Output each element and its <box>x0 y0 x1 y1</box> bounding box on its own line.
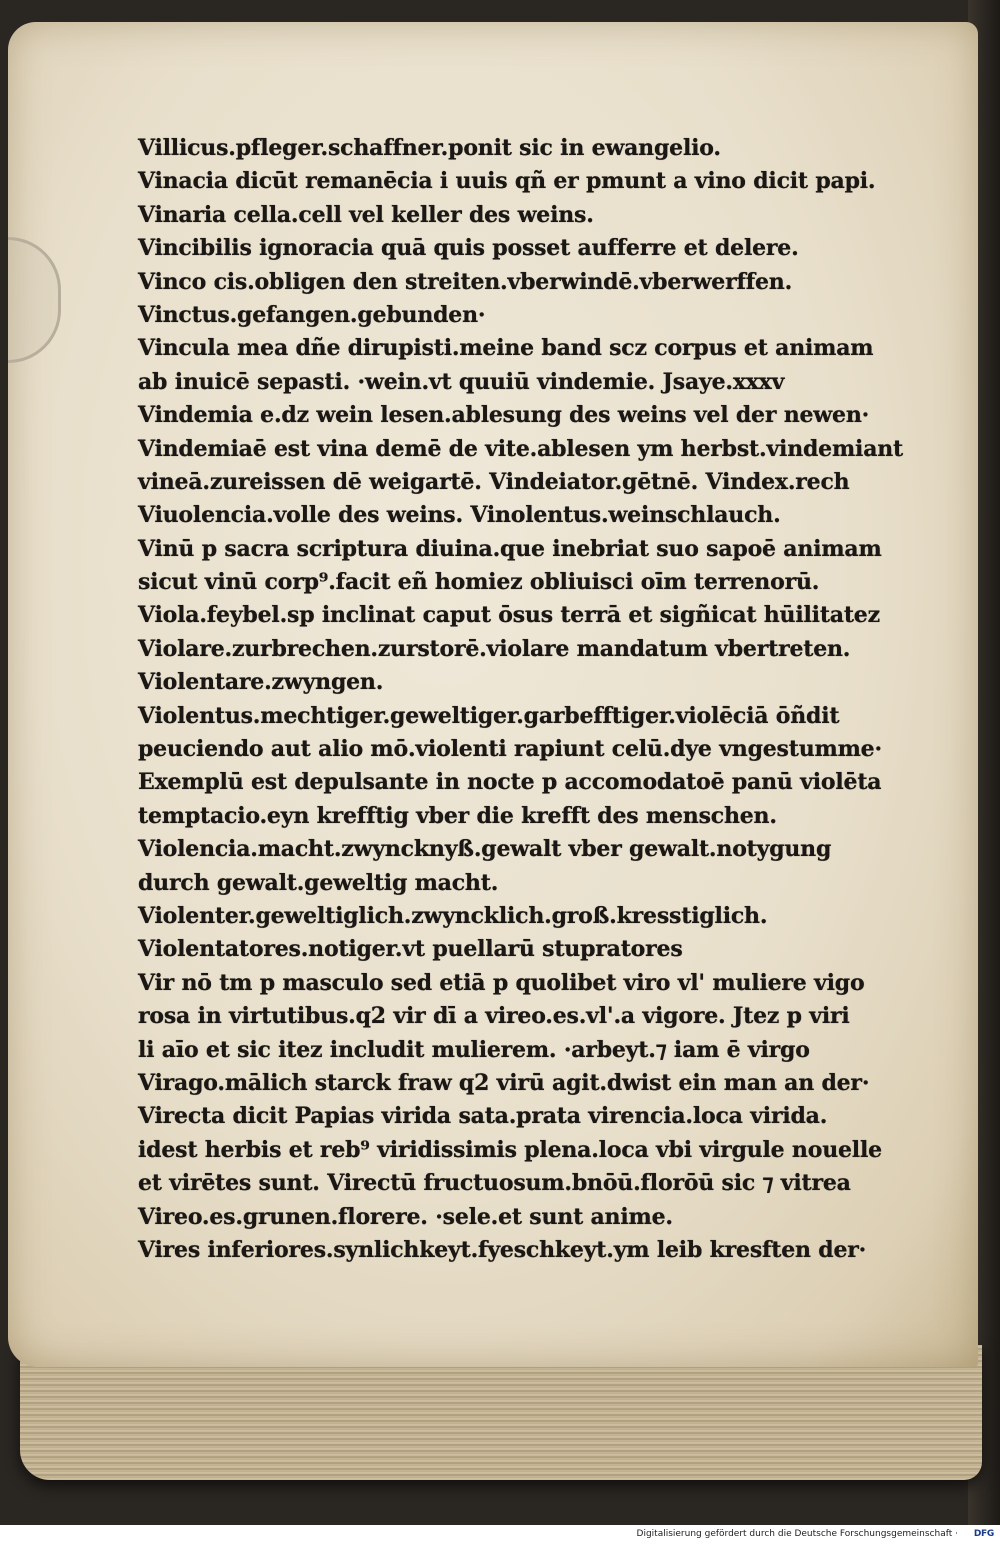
text-line: Virecta dicit Papias virida sata.prata virencia.loca virida. <box>138 1103 828 1130</box>
clasp-mark <box>8 237 61 363</box>
text-line: durch gewalt.geweltig macht. <box>138 869 499 896</box>
text-line: Villicus.pfleger.schaffner.ponit sic in ewangelio. <box>138 135 721 161</box>
text-line: Vindemiaē est vina demē de vite.ablesen ym herbst.vindemiant <box>138 435 904 462</box>
text-line: Violentus.mechtiger.geweltiger.garbefftiger.violēciā ōñdit <box>138 702 840 729</box>
text-line: Vinacia dicūt remanēcia i uuis qñ er pmunt a vino dicit papi. <box>138 168 876 195</box>
text-line: Viuolencia.volle des weins. Vinolentus.weinschlauch. <box>138 502 781 529</box>
text-line: Violentatores.notiger.vt puellarū stupratores <box>138 936 683 963</box>
text-line: ab inuicē sepasti. ·wein.vt quuiū vindemie. Jsaye.xxxv <box>138 368 785 395</box>
text-line: Violentare.zwyngen. <box>138 669 384 696</box>
text-line: rosa in virtutibus.q2 vir dī a vireo.es.vl'.a vigore. Jtez p viri <box>138 1003 850 1030</box>
text-line: Viola.feybel.sp inclinat caput ōsus terrā et sigñicat hūilitatez <box>138 602 880 629</box>
text-line: li aīo et sic itez includit mulierem. ·arbeyt.⁊ iam ē virgo <box>138 1036 810 1063</box>
text-line: Vincula mea dñe dirupisti.meine band scz corpus et animam <box>138 335 874 362</box>
text-block <box>138 132 904 1267</box>
footer-bar <box>0 1525 1000 1545</box>
text-line: temptacio.eyn krefftig vber die krefft des menschen. <box>138 802 777 829</box>
text-line: Vinū p sacra scriptura diuina.que inebriat suo sapoē animam <box>138 535 882 562</box>
dfg-logo: DFG <box>973 1529 994 1539</box>
text-line: Vires inferiores.synlichkeyt.fyeschkeyt.ym leib kresften der· <box>138 1236 867 1263</box>
text-line: idest herbis et reb⁹ viridissimis plena.loca vbi virgule nouelle <box>138 1136 882 1163</box>
dfg-credit: Digitalisierung gefördert durch die Deutsche Forschungsgemeinschaft · <box>636 1529 958 1539</box>
text-line: Vireo.es.grunen.florere. ·sele.et sunt anime. <box>138 1203 673 1230</box>
text-line: Vinctus.gefangen.gebunden· <box>138 301 486 328</box>
text-line: Vinaria cella.cell vel keller des weins. <box>138 201 594 228</box>
text-line: Virago.mālich starck fraw q2 virū agit.dwist ein man an der· <box>138 1069 870 1096</box>
text-line: Vinco cis.obligen den streiten.vberwindē.vberwerffen. <box>138 268 793 295</box>
text-line: Vindemia e.dz wein lesen.ablesung des weins vel der newen· <box>138 402 870 429</box>
text-line: et virētes sunt. Virectū fructuosum.bnōū.florōū sic ⁊ vitrea <box>138 1170 851 1197</box>
text-line: sicut vinū corp⁹.facit eñ homiez obliuisci oīm terrenorū. <box>138 569 820 596</box>
text-line: peuciendo aut alio mō.violenti rapiunt celū.dye vngestumme· <box>138 736 882 763</box>
text-line: vineā.zureissen dē weigartē. Vindeiator.gētnē. Vindex.rech <box>138 468 850 495</box>
text-line: Violencia.macht.zwyncknyß.gewalt vber gewalt.notygung <box>138 836 832 863</box>
text-line: Violenter.geweltiglich.zwyncklich.groß.kresstiglich. <box>138 902 768 929</box>
text-line: Violare.zurbrechen.zurstorē.violare mandatum vbertreten. <box>138 635 851 662</box>
text-line: Vir nō tm p masculo sed etiā p quolibet viro vl' muliere vigo <box>138 969 865 996</box>
text-line: Vincibilis ignoracia quā quis posset aufferre et delere. <box>138 235 799 262</box>
text-line: Exemplū est depulsante in nocte p accomodatoē panū violēta <box>138 769 882 796</box>
